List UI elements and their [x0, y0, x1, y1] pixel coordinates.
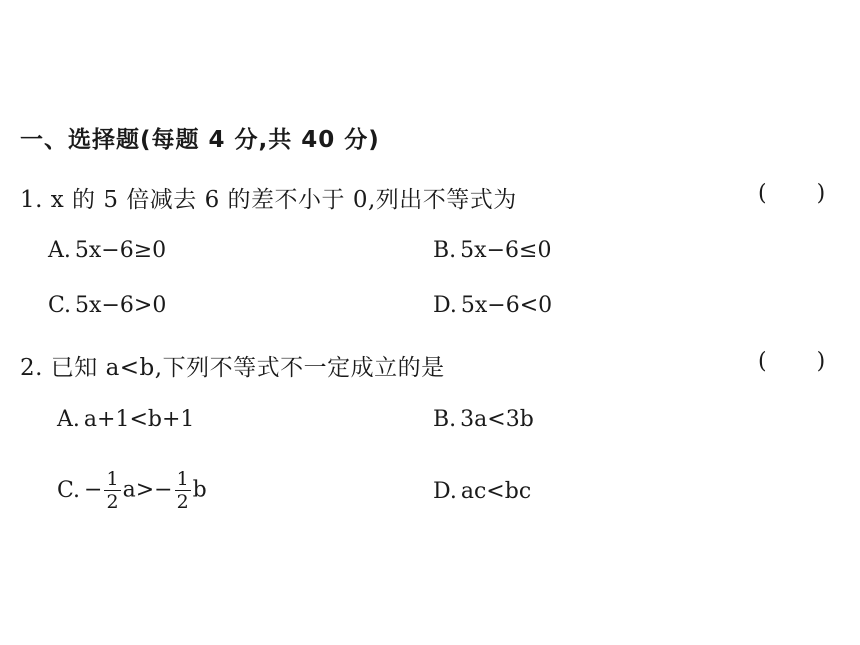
option-letter: C.: [48, 293, 72, 318]
option-text: 5x−6>0: [75, 293, 167, 318]
option-letter: D.: [433, 479, 457, 504]
question-1-stem: 1. x 的 5 倍减去 6 的差不小于 0,列出不等式为: [20, 187, 517, 213]
fraction-one-half: [175, 468, 191, 513]
option-text: 5x−6≥0: [74, 238, 167, 263]
option-letter: A.: [48, 238, 71, 263]
fraction-numerator: 1: [106, 468, 119, 490]
question-1-option-b[interactable]: [433, 238, 551, 263]
question-2-option-b[interactable]: [433, 407, 534, 432]
section-title: 一、选择题(每题 4 分,共 40 分): [20, 127, 380, 153]
answer-paren-left: (: [758, 181, 767, 206]
option-letter: D.: [433, 293, 457, 318]
fraction-denominator: 2: [106, 491, 119, 513]
expression-middle: a>−: [122, 477, 173, 503]
expression-suffix: b: [192, 477, 207, 503]
minus-sign: −: [84, 477, 103, 503]
question-2-answer-blank[interactable]: [758, 349, 825, 374]
option-text: 5x−6≤0: [460, 238, 552, 263]
question-2-stem: 2. 已知 a<b,下列不等式不一定成立的是: [20, 355, 445, 381]
answer-paren-right: ): [816, 181, 826, 206]
option-letter: B.: [433, 407, 457, 432]
question-2-option-c[interactable]: [57, 468, 207, 513]
option-text: 3a<3b: [460, 407, 534, 432]
answer-paren-right: ): [816, 349, 826, 374]
question-1-option-c[interactable]: [48, 293, 166, 318]
option-text: a+1<b+1: [83, 407, 195, 432]
fraction-numerator: 1: [176, 468, 189, 490]
answer-paren-left: (: [758, 349, 767, 374]
question-1-option-d[interactable]: [433, 293, 552, 318]
question-1-answer-blank[interactable]: [758, 181, 825, 206]
option-letter: B.: [433, 238, 457, 263]
option-math-expression: [84, 468, 207, 513]
option-text: ac<bc: [460, 479, 532, 504]
question-2-option-a[interactable]: [57, 407, 194, 432]
option-letter: A.: [57, 407, 80, 432]
fraction-denominator: 2: [176, 491, 189, 513]
option-text: 5x−6<0: [460, 293, 553, 318]
question-1-option-a[interactable]: [48, 238, 166, 263]
option-letter: C.: [57, 477, 81, 503]
question-2-option-d[interactable]: [433, 479, 531, 504]
fraction-one-half: [104, 468, 120, 513]
